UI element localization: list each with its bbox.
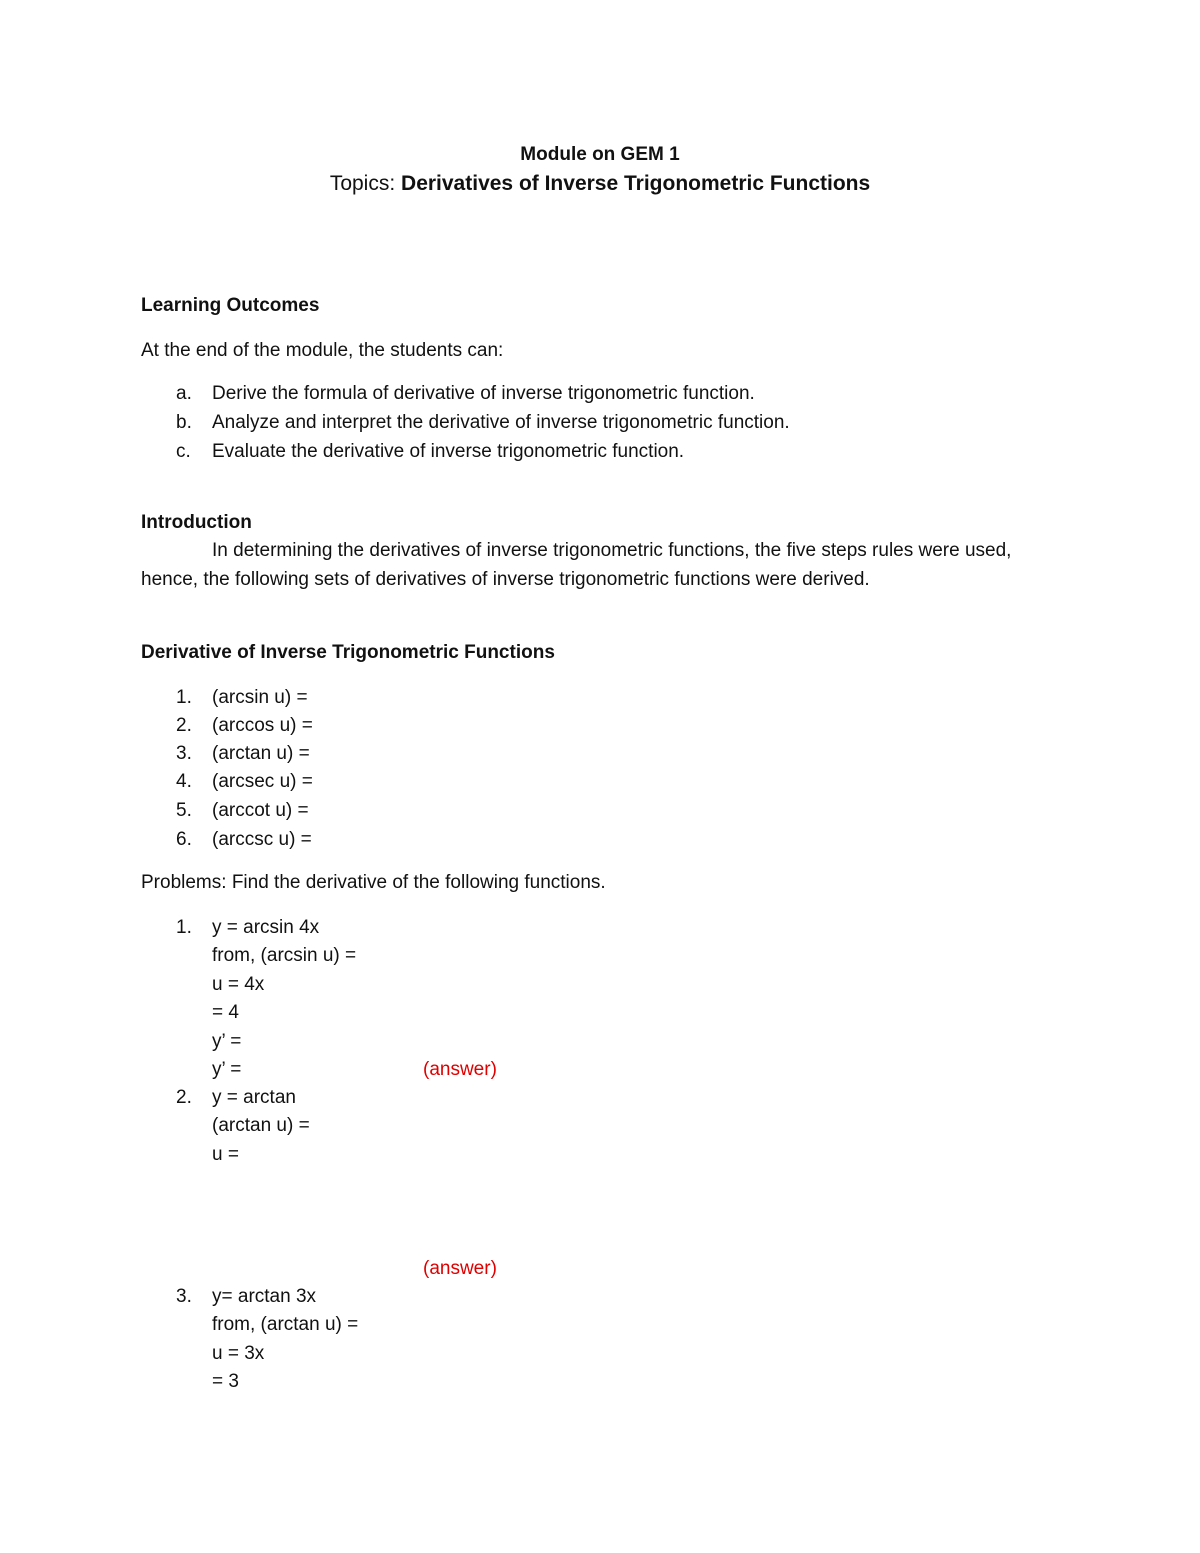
topic-title <box>0 172 1200 196</box>
problems-label: Problems: <box>141 872 227 893</box>
outcome-item: Analyze and interpret the derivative of inverse trigonometric function. <box>212 412 790 433</box>
derivative-marker: 6. <box>176 829 192 850</box>
problem-line: (arctan u) = <box>212 1115 310 1136</box>
outcome-marker: c. <box>176 441 191 462</box>
derivative-marker: 5. <box>176 800 192 821</box>
derivative-item: (arcsec u) = <box>212 771 313 792</box>
answer-label: (answer) <box>423 1258 497 1279</box>
topics-label: Topics: <box>329 172 396 195</box>
derivative-marker: 1. <box>176 687 192 708</box>
problem-marker: 3. <box>176 1286 192 1307</box>
problem-line: y= arctan 3x <box>212 1286 317 1307</box>
derivative-item: (arccsc u) = <box>212 829 312 850</box>
derivatives-heading: Derivative of Inverse Trigonometric Functions <box>141 642 555 663</box>
introduction-line-2: hence, the following sets of derivatives of inverse trigonometric functions were derived. <box>141 569 870 590</box>
derivative-marker: 2. <box>176 715 192 736</box>
problem-line: u = 3x <box>212 1343 265 1364</box>
problems-intro <box>141 871 606 895</box>
derivative-marker: 3. <box>176 743 192 764</box>
learning-outcomes-heading: Learning Outcomes <box>141 295 320 316</box>
topics-value: Derivatives of Inverse Trigonometric Functions <box>401 172 871 195</box>
introduction-line-1: In determining the derivatives of inverse trigonometric functions, the five steps rules were used, <box>212 540 1012 561</box>
problem-line: = 4 <box>212 1002 239 1023</box>
introduction-heading: Introduction <box>141 512 252 533</box>
problem-line: from, (arcsin u) = <box>212 945 357 966</box>
problem-line: = 3 <box>212 1371 239 1392</box>
learning-outcomes-intro: At the end of the module, the students can: <box>141 340 504 361</box>
problem-marker: 2. <box>176 1087 192 1108</box>
derivative-item: (arccos u) = <box>212 715 313 736</box>
problems-instruction: Find the derivative of the following functions. <box>231 872 606 893</box>
problem-line: y’ = <box>212 1031 242 1052</box>
problem-line: y = arcsin 4x <box>212 917 320 938</box>
derivative-item: (arctan u) = <box>212 743 310 764</box>
answer-label: (answer) <box>423 1059 497 1080</box>
derivative-item: (arccot u) = <box>212 800 309 821</box>
derivative-marker: 4. <box>176 771 192 792</box>
outcome-item: Derive the formula of derivative of inverse trigonometric function. <box>212 383 755 404</box>
outcome-marker: b. <box>176 412 192 433</box>
problem-line: from, (arctan u) = <box>212 1314 359 1335</box>
outcome-marker: a. <box>176 383 192 404</box>
problem-line: u = <box>212 1144 239 1165</box>
module-title: Module on GEM 1 <box>520 144 680 165</box>
derivative-item: (arcsin u) = <box>212 687 308 708</box>
problem-marker: 1. <box>176 917 192 938</box>
problem-line: y = arctan <box>212 1087 296 1108</box>
problem-line: u = 4x <box>212 974 265 995</box>
outcome-item: Evaluate the derivative of inverse trigonometric function. <box>212 441 685 462</box>
problem-line: y’ = <box>212 1059 242 1080</box>
